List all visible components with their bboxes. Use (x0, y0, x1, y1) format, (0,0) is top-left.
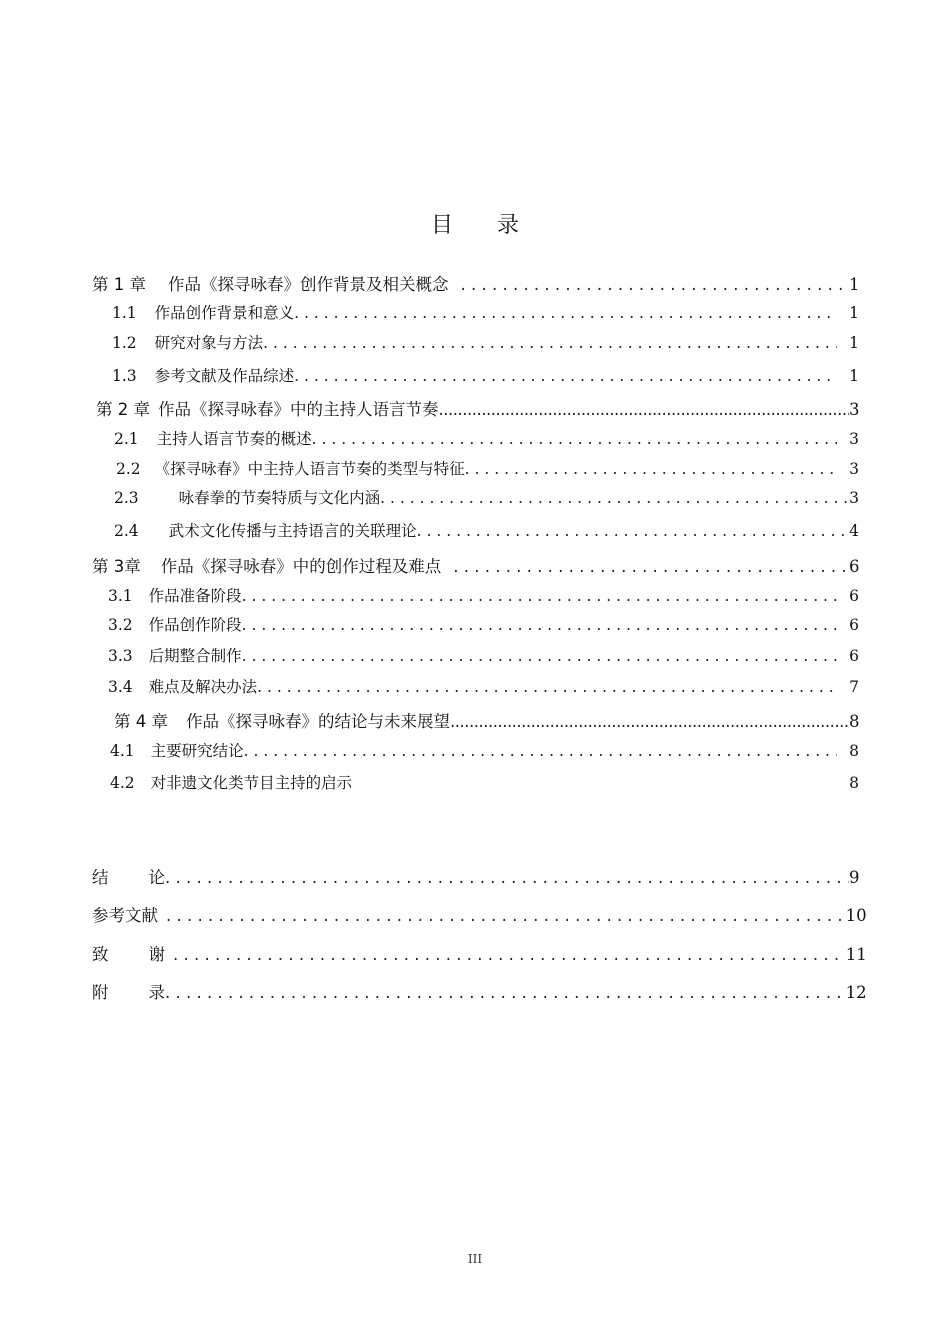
toc-section-number: 3.1 (108, 587, 133, 605)
toc-appendix-char2: 录 (148, 983, 165, 1002)
toc-chapter-title: 作品《探寻咏春》创作背景及相关概念 (168, 275, 449, 294)
toc-section-title: 主持人语言节奏的概述 (156, 430, 312, 448)
toc-leader (173, 945, 846, 965)
toc-section-title: 作品创作阶段 (148, 616, 242, 634)
toc-title (0, 208, 950, 239)
toc-page-number: 1 (849, 334, 859, 352)
toc-leader (244, 741, 837, 761)
toc-thanks-char1: 致 (92, 945, 109, 964)
toc-page-number: 11 (845, 945, 867, 964)
toc-title-part1: 目 (430, 213, 453, 238)
toc-section-number: 1.3 (112, 367, 137, 385)
toc-section-title: 主要研究结论 (150, 742, 244, 760)
toc-leader (453, 557, 849, 577)
toc-section-number: 2.1 (114, 430, 139, 448)
toc-page-number: 8 (849, 742, 859, 760)
toc-leader (242, 586, 837, 606)
toc-leader (380, 488, 849, 508)
toc-page-number: 10 (845, 906, 867, 925)
toc-section-number: 1.1 (112, 304, 137, 322)
toc-chapter-3[interactable] (92, 557, 859, 577)
toc-section-number: 1.2 (112, 334, 137, 352)
toc-leader (465, 459, 837, 479)
toc-section-title: 《探寻咏春》中主持人语言节奏的类型与特征 (154, 460, 465, 478)
toc-section-number: 2.2 (116, 460, 141, 478)
toc-chapter-number: 第 3章 (92, 557, 141, 576)
toc-leader (450, 712, 849, 732)
toc-chapter-number: 第 1 章 (92, 275, 146, 294)
toc-section-1-3[interactable] (112, 366, 859, 386)
toc-leader (294, 366, 837, 386)
toc-chapter-4[interactable] (114, 712, 859, 732)
toc-leader (294, 303, 837, 323)
toc-page-number: 12 (845, 983, 867, 1002)
toc-conclusion-char1: 结 (92, 868, 109, 887)
toc-page-number: 3 (849, 489, 859, 507)
toc-references-label: 参考文献 (92, 906, 158, 925)
toc-page-number: 1 (849, 367, 859, 385)
toc-chapter-title: 作品《探寻咏春》中的创作过程及难点 (160, 557, 442, 576)
toc-chapter-title: 作品《探寻咏春》中的主持人语言节奏 (158, 400, 439, 419)
toc-page-number: 6 (849, 647, 859, 665)
toc-chapter-title: 作品《探寻咏春》的结论与未来展望 (186, 712, 450, 731)
toc-section-number: 3.2 (108, 616, 133, 634)
toc-section-3-4[interactable] (108, 677, 859, 697)
toc-section-1-1[interactable] (112, 303, 859, 323)
toc-section-title: 武术文化传播与主持语言的关联理论 (168, 522, 417, 540)
page-footer-number: III (467, 1252, 483, 1266)
toc-section-title: 作品创作背景和意义 (154, 304, 295, 322)
toc-leader (166, 906, 846, 926)
toc-chapter-2[interactable] (96, 400, 859, 420)
toc-section-title: 后期整合制作 (148, 647, 242, 665)
toc-leader (439, 400, 850, 420)
toc-section-title: 参考文献及作品综述 (154, 367, 295, 385)
toc-page-number: 8 (849, 774, 859, 792)
toc-references[interactable] (92, 906, 867, 926)
toc-leader (242, 615, 837, 635)
toc-leader (165, 983, 846, 1003)
toc-section-3-3[interactable] (108, 646, 859, 666)
toc-section-number: 3.3 (108, 647, 133, 665)
toc-page-number: 4 (849, 522, 859, 540)
toc-leader (242, 646, 837, 666)
toc-chapter-1[interactable] (92, 275, 859, 295)
toc-acknowledgements[interactable] (92, 945, 867, 965)
toc-section-title: 难点及解决办法 (148, 678, 258, 696)
toc-section-number: 2.3 (114, 489, 139, 507)
toc-chapter-number: 第 4 章 (114, 712, 168, 731)
toc-leader (312, 429, 837, 449)
toc-section-title: 对非遗文化类节目主持的启示 (150, 774, 353, 792)
toc-title-part2: 录 (497, 213, 520, 238)
toc-conclusion[interactable] (92, 868, 859, 888)
toc-page-number: 9 (849, 868, 860, 887)
toc-section-title: 研究对象与方法 (154, 334, 264, 352)
toc-section-4-2[interactable] (110, 773, 859, 793)
toc-leader (461, 275, 850, 295)
toc-section-title: 作品准备阶段 (148, 587, 242, 605)
toc-section-4-1[interactable] (110, 741, 859, 761)
toc-page-number: 3 (849, 460, 859, 478)
toc-page-number: 6 (849, 557, 860, 576)
toc-chapter-number: 第 2 章 (96, 400, 150, 419)
toc-page-number: 7 (849, 678, 859, 696)
toc-page-number: 1 (849, 304, 859, 322)
toc-leader (165, 868, 849, 888)
toc-conclusion-char2: 论 (148, 868, 165, 887)
toc-appendix-char1: 附 (92, 983, 109, 1002)
toc-section-title: 咏春拳的节奏特质与文化内涵 (178, 489, 381, 507)
toc-page-number: 6 (849, 616, 859, 634)
toc-leader (417, 521, 849, 541)
toc-section-number: 2.4 (114, 522, 139, 540)
toc-leader (257, 677, 837, 697)
toc-section-2-4[interactable] (114, 521, 859, 541)
toc-thanks-char2: 谢 (148, 945, 165, 964)
toc-page-number: 8 (849, 712, 860, 731)
toc-section-1-2[interactable] (112, 333, 859, 353)
toc-appendix[interactable] (92, 983, 867, 1003)
toc-page-number: 6 (849, 587, 859, 605)
toc-section-number: 3.4 (108, 678, 133, 696)
toc-section-2-3[interactable] (114, 488, 859, 508)
toc-leader (263, 333, 837, 353)
toc-section-2-2[interactable] (116, 459, 859, 479)
toc-section-2-1[interactable] (114, 429, 859, 449)
toc-page-number: 3 (849, 400, 860, 419)
toc-page-number: 3 (849, 430, 859, 448)
toc-section-number: 4.1 (110, 742, 135, 760)
toc-section-3-1[interactable] (108, 586, 859, 606)
toc-page-number: 1 (849, 275, 860, 294)
toc-section-number: 4.2 (110, 774, 135, 792)
toc-section-3-2[interactable] (108, 615, 859, 635)
